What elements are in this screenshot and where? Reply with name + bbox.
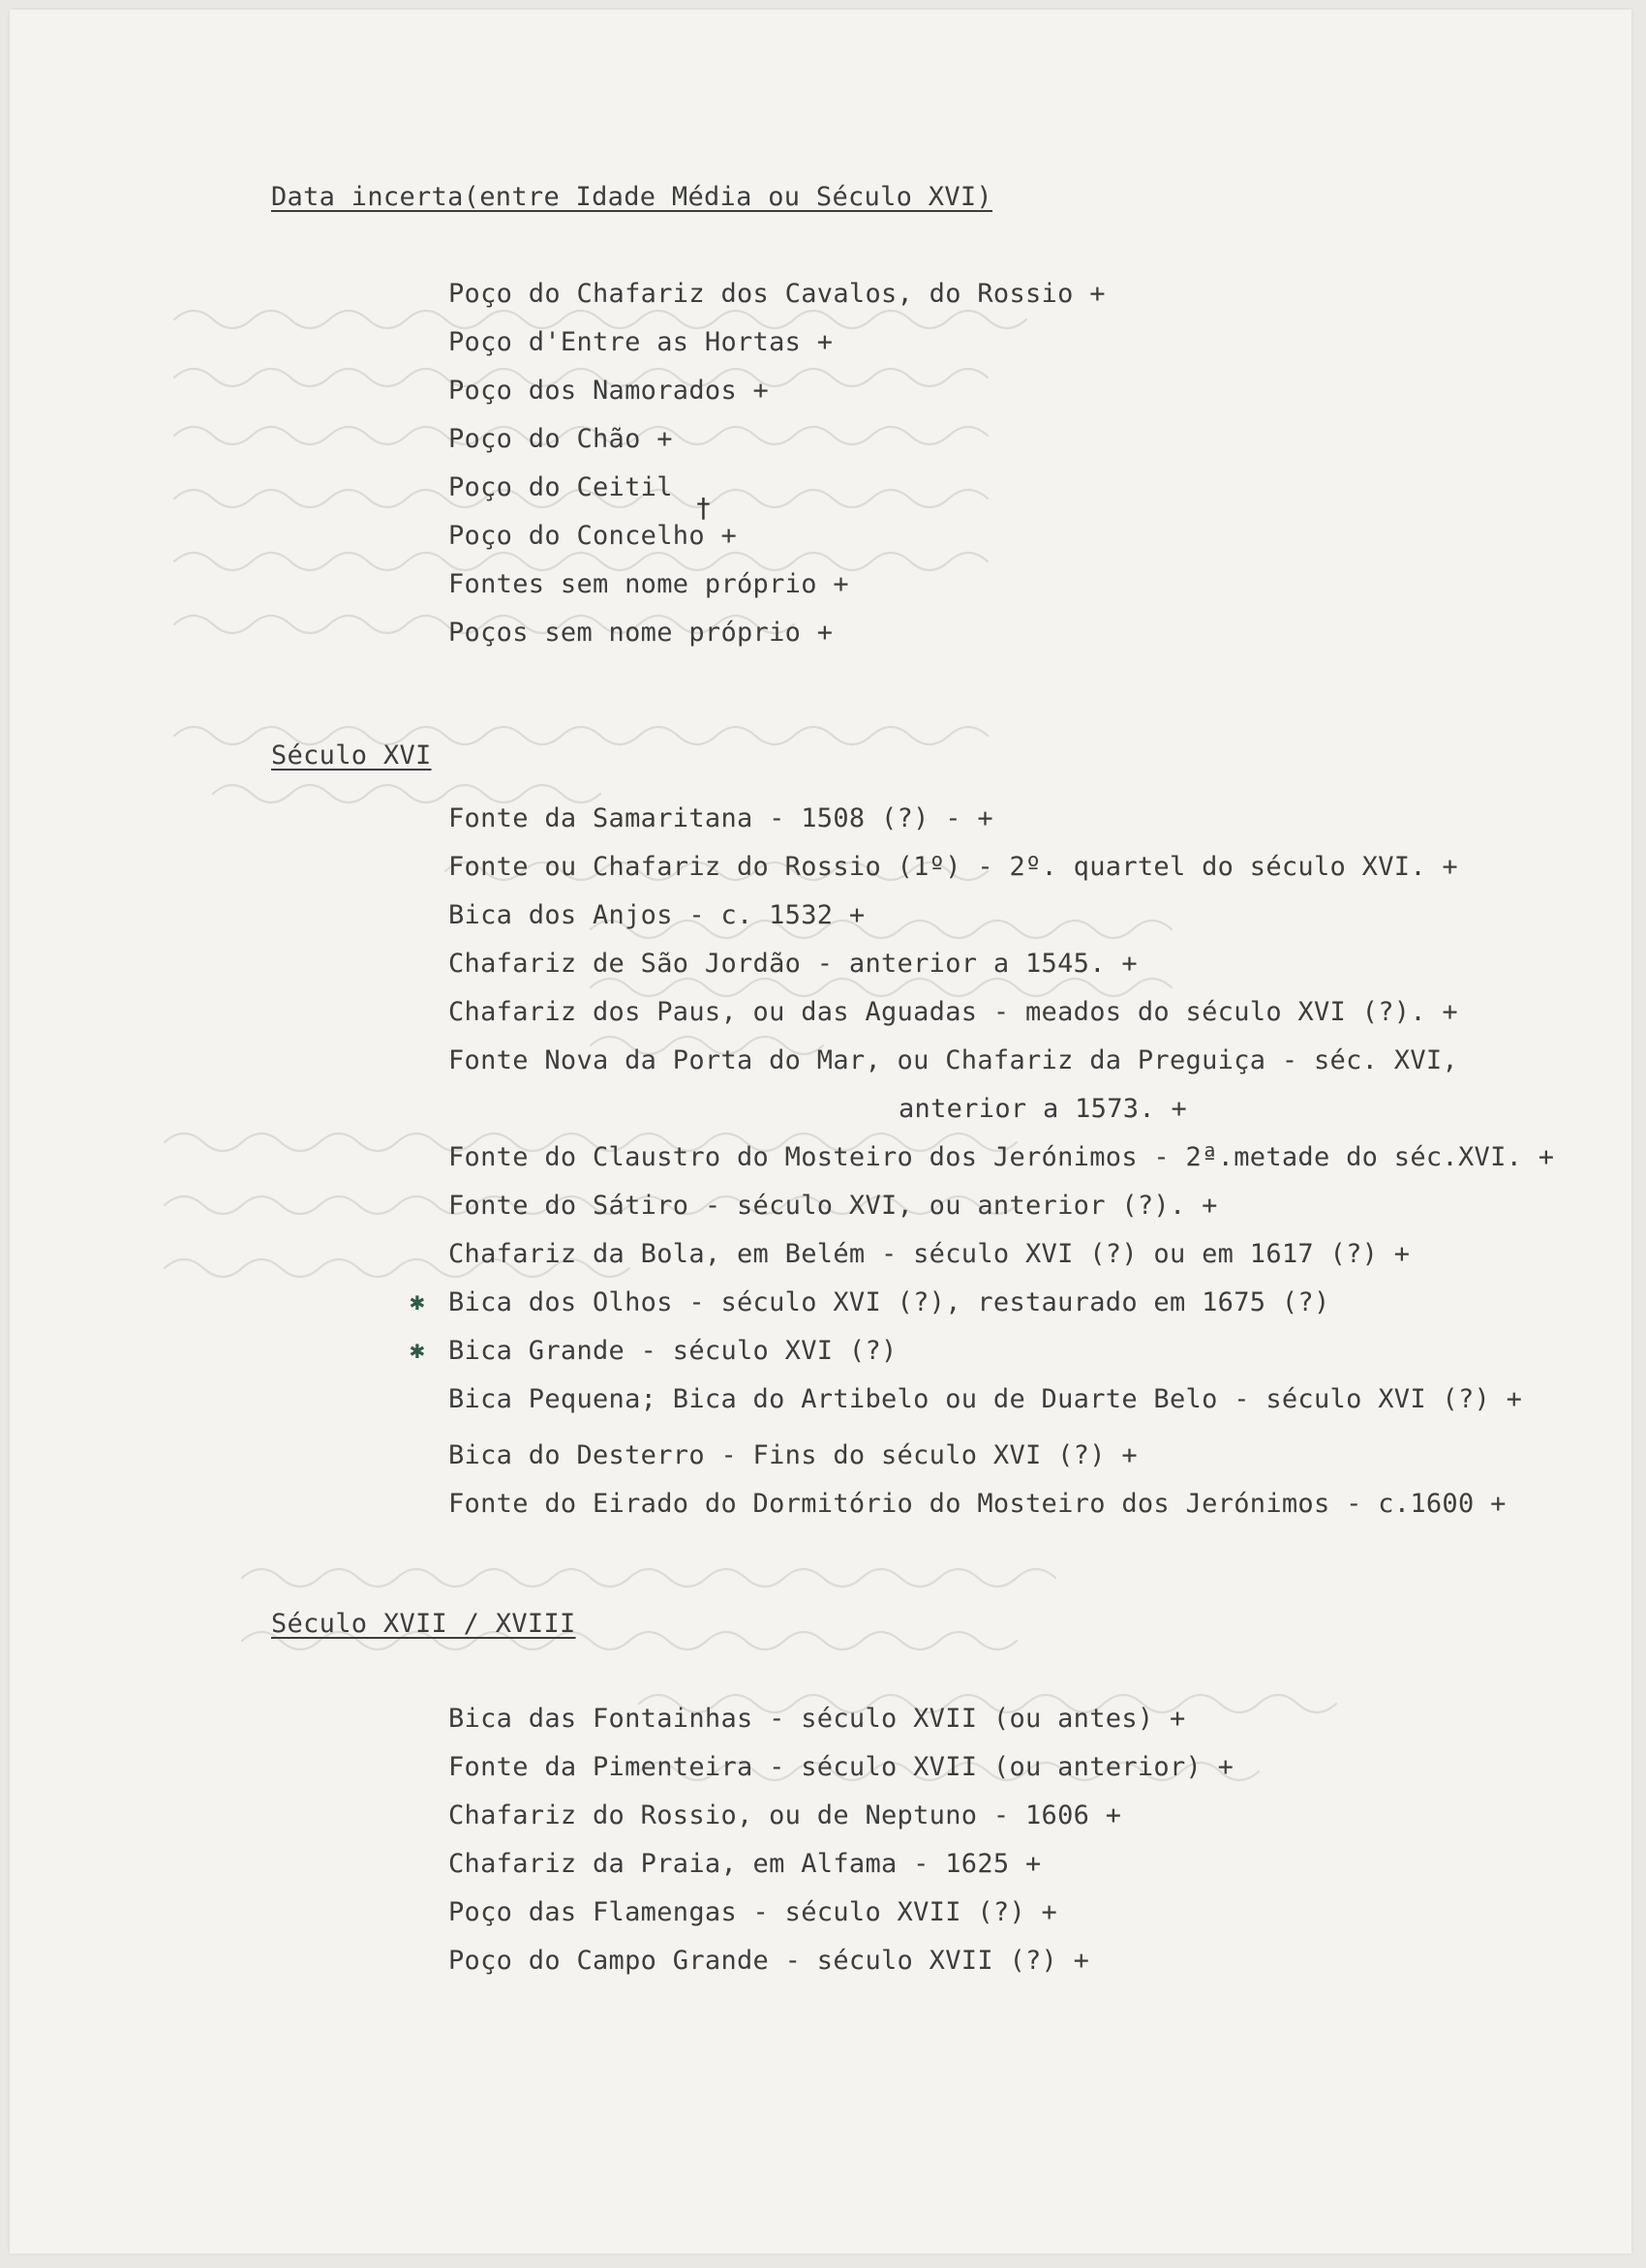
list-item: Poço do Ceitil (448, 472, 673, 502)
list-item: Bica das Fontainhas - século XVII (ou antes) + (448, 1704, 1186, 1734)
list-item: Chafariz da Praia, em Alfama - 1625 + (448, 1849, 1042, 1879)
list-item: Chafariz da Bola, em Belém - século XVI (?) ou em 1617 (?) + (448, 1239, 1411, 1269)
list-item: Bica dos Anjos - c. 1532 + (448, 900, 866, 930)
list-item: Bica dos Olhos - século XVI (?), restaurado em 1675 (?) (448, 1287, 1330, 1317)
list-item: Fonte Nova da Porta do Mar, ou Chafariz da Preguiça - séc. XVI, (448, 1045, 1458, 1075)
section-heading-seculo-xvi: Século XVI (271, 741, 432, 771)
list-item: Poço das Flamengas - século XVII (?) + (448, 1897, 1058, 1927)
list-item: Chafariz dos Paus, ou das Aguadas - meados do século XVI (?). + (448, 997, 1458, 1027)
list-item: Poço do Concelho + (448, 521, 737, 551)
list-item: Poço do Campo Grande - século XVII (?) + (448, 1946, 1090, 1976)
list-item: Bica Pequena; Bica do Artibelo ou de Duarte Belo - século XVI (?) + (448, 1384, 1523, 1414)
list-item: Fonte do Claustro do Mosteiro dos Jerónimos - 2ª.metade do séc.XVI. + (448, 1142, 1555, 1172)
list-item-continuation: anterior a 1573. + (899, 1094, 1187, 1124)
asterisk-mark: ✱ (410, 1287, 425, 1316)
list-item: Poço do Chão + (448, 424, 673, 454)
section-heading-seculo-xvii-xviii: Século XVII / XVIII (271, 1609, 576, 1639)
list-item: Fonte do Eirado do Dormitório do Mosteiro dos Jerónimos - c.1600 + (448, 1489, 1507, 1519)
list-item: Bica Grande - século XVI (?) (448, 1336, 898, 1366)
list-item: Poços sem nome próprio + (448, 618, 834, 648)
list-item: Fonte do Sátiro - século XVI, ou anterior (?). + (448, 1191, 1218, 1221)
list-item: Chafariz de São Jordão - anterior a 1545. + (448, 949, 1138, 979)
section-heading-data-incerta: Data incerta(entre Idade Média ou Século XVI) (271, 182, 992, 212)
list-item: Fonte da Samaritana - 1508 (?) - + (448, 803, 993, 833)
list-item: Fontes sem nome próprio + (448, 569, 849, 599)
asterisk-mark: ✱ (410, 1336, 425, 1365)
list-item: Poço d'Entre as Hortas + (448, 327, 834, 357)
list-item: Bica do Desterro - Fins do século XVI (?) + (448, 1440, 1138, 1470)
document-page (10, 10, 1631, 2253)
list-item: Chafariz do Rossio, ou de Neptuno - 1606 + (448, 1800, 1122, 1830)
list-item: Poço do Chafariz dos Cavalos, do Rossio + (448, 279, 1106, 309)
list-item: Fonte ou Chafariz do Rossio (1º) - 2º. quartel do século XVI. + (448, 852, 1458, 882)
dagger-mark: † (695, 492, 712, 524)
list-item: Fonte da Pimenteira - século XVII (ou anterior) + (448, 1752, 1234, 1782)
list-item: Poço dos Namorados + (448, 376, 770, 406)
